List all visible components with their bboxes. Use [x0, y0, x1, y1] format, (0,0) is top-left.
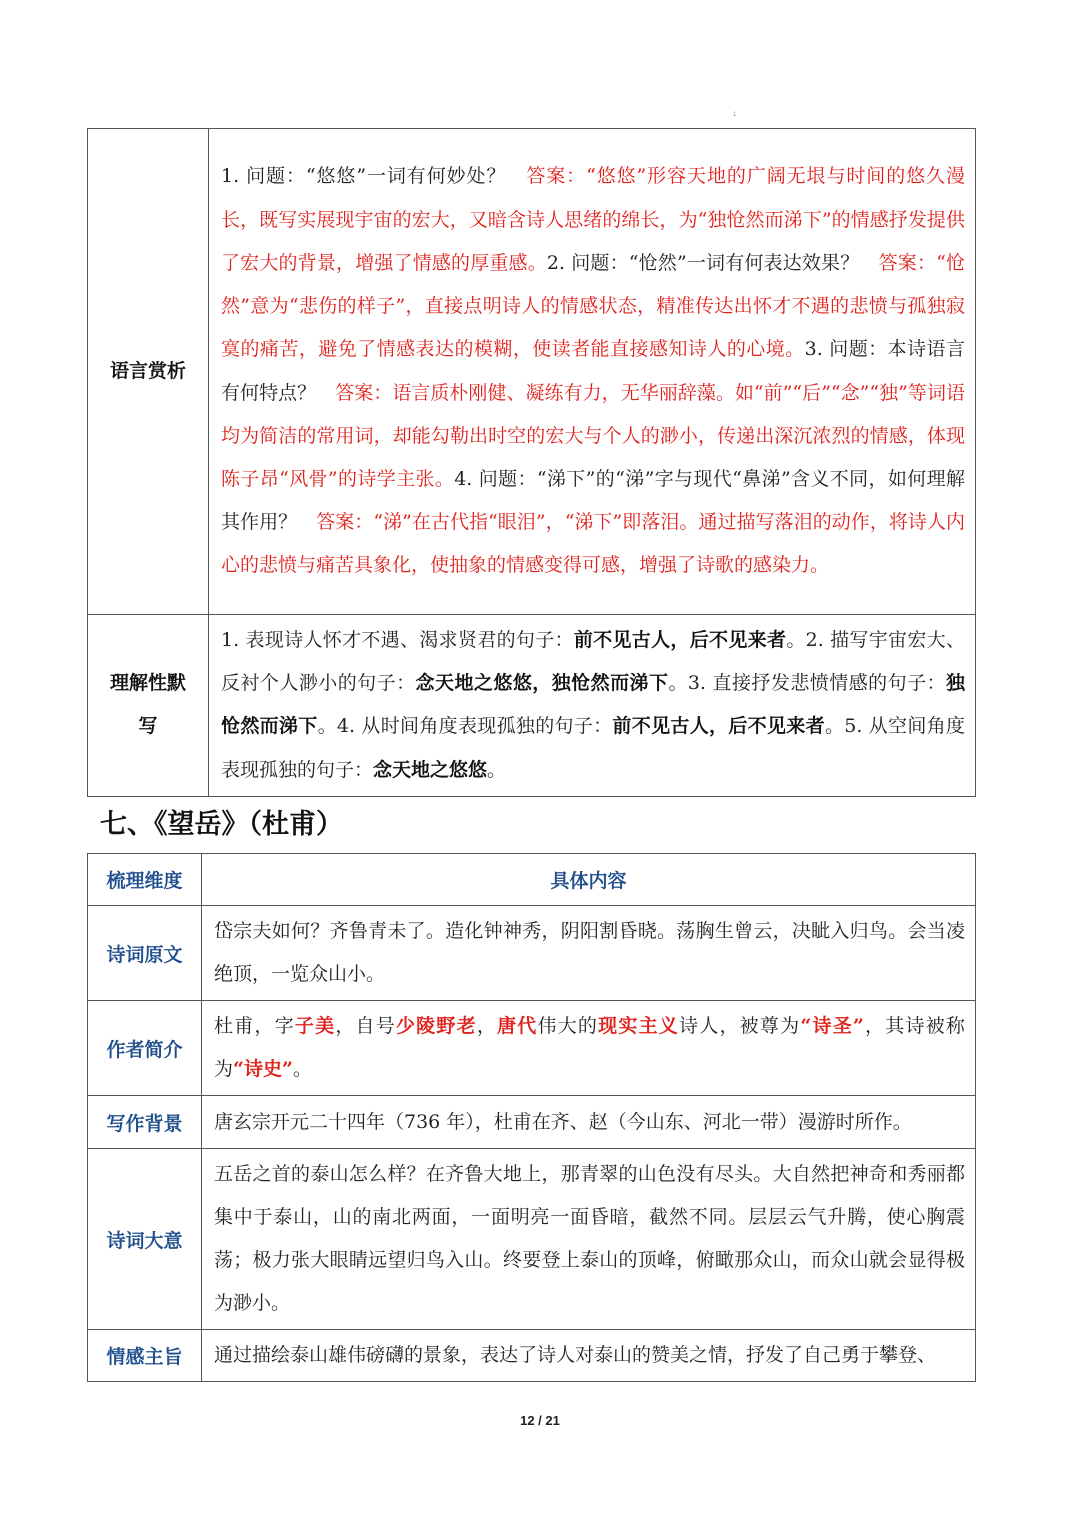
section-title: 七、《望岳》（杜甫）	[100, 809, 343, 840]
bold-answer: 念天地之悠悠，独怆然而涕下	[415, 672, 669, 695]
highlight-text: “诗圣”	[800, 1015, 864, 1037]
text-run: 4. 问题：“涕下”的“涕”字与现代“鼻涕”含义不同，如何理解其作用？	[221, 467, 965, 534]
row-label: 诗词原文	[88, 906, 202, 1001]
highlight-text: 子美	[294, 1015, 336, 1037]
text-run: 五岳之首的泰山怎么样？在齐鲁大地上，那青翠的山色没有尽头。大自然把神奇和秀丽都集中于泰山，山的南北两面，一面明亮一面昏暗，截然不同。层层云气升腾，使心胸震荡；极力张大眼睛远望归鸟入山。终要登上泰山的顶峰，俯瞰那众山，而众山就会显得极为渺小。	[214, 1163, 965, 1314]
text-run: 通过描绘泰山雄伟磅礴的景象，表达了诗人对泰山的赞美之情，抒发了自己勇于攀登、	[214, 1344, 937, 1366]
poem-table	[87, 853, 976, 1382]
text-run: 2. 问题：“怆然”一词有何表达效果？	[546, 251, 879, 274]
text-run: 。2. 描写宇宙宏大、反衬个人渺小的句子：	[221, 629, 965, 695]
answer-text: 答案：“悠悠”形容天地的广阔无垠与时间的悠久漫长，既写实展现宇宙的宏大，又暗含诗人思绪的绵长，为“独怆然而涕下”的情感抒发提供了宏大的背景，增强了情感的厚重感。	[221, 165, 965, 274]
row-content	[202, 906, 976, 1001]
answer-text: 答案：语言质朴刚健、凝练有力，无华丽辞藻。如“前”“后”“念”“独”等词语均为简洁的常用词，却能勾勒出时空的宏大与个人的渺小，传递出深沉浓烈的情感，体现陈子昂“风骨”的诗学主张。	[221, 381, 965, 490]
bold-answer: 前不见古人，后不见来者	[612, 715, 825, 738]
row-label: 语言赏析	[88, 129, 209, 615]
row-content	[209, 615, 976, 797]
text-run: 杜甫，字	[214, 1015, 295, 1037]
table-row	[88, 1001, 976, 1096]
text-run: 岱宗夫如何？齐鲁青未了。造化钟神秀，阴阳割昏晓。荡胸生曾云，决眦入归鸟。会当凌绝顶，一览众山小。	[214, 920, 965, 985]
row-label: 作者简介	[88, 1001, 202, 1096]
header-dimension: 梳理维度	[88, 854, 202, 906]
highlight-text: 现实主义	[598, 1015, 680, 1037]
page-mark: 1	[733, 112, 737, 118]
row-label	[88, 615, 209, 797]
text-run: 1. 表现诗人怀才不遇、渴求贤君的句子：	[221, 629, 574, 651]
text-run: 。	[487, 758, 507, 781]
text-run: 伟大的	[537, 1015, 599, 1037]
text-run: ，	[476, 1015, 498, 1037]
text-run: 唐玄宗开元二十四年（736 年），杜甫在齐、赵（今山东、河北一带）漫游时所作。	[214, 1110, 912, 1133]
text-run: ，自号	[335, 1015, 396, 1037]
row-content	[202, 1149, 976, 1330]
answer-text: 答案：“涕”在古代指“眼泪”，“涕下”即落泪。通过描写落泪的动作，将诗人内心的悲愤与痛苦具象化，使抽象的情感变得可感，增强了诗歌的感染力。	[221, 511, 965, 577]
bold-answer: 前不见古人，后不见来者	[573, 629, 787, 651]
text-run: 。	[292, 1058, 312, 1080]
row-label: 情感主旨	[88, 1330, 202, 1382]
answer-text: 答案：“怆然”意为“悲伤的样子”，直接点明诗人的情感状态，精准传达出怀才不遇的悲愤与孤独寂寞的痛苦，避免了情感表达的模糊，使读者能直接感知诗人的心境。	[221, 251, 965, 361]
table-row	[88, 906, 976, 1001]
text-run: ，其诗被称为	[214, 1015, 965, 1080]
row-content	[209, 129, 976, 615]
text-run: 。3. 直接抒发悲愤情感的句子：	[668, 672, 946, 695]
text-run: 诗人，被尊为	[679, 1015, 801, 1037]
table-row	[88, 1096, 976, 1149]
page-number: 12 / 21	[520, 1413, 560, 1428]
analysis-table	[87, 128, 976, 797]
text-run: 1. 问题：“悠悠”一词有何妙处？	[221, 165, 527, 188]
row-content	[202, 1096, 976, 1149]
table-row	[88, 1149, 976, 1330]
row-label: 诗词大意	[88, 1149, 202, 1330]
table-header-row	[88, 854, 976, 906]
table-row	[88, 615, 976, 797]
text-run: 。4. 从时间角度表现孤独的句子：	[317, 715, 613, 738]
text-run: 3. 问题：本诗语言有何特点？	[221, 338, 965, 404]
row-content	[202, 1330, 976, 1382]
row-content	[202, 1001, 976, 1096]
bold-answer: 独怆然而涕下	[221, 672, 965, 738]
bold-answer: 念天地之悠悠	[373, 758, 488, 781]
highlight-text: 少陵野老	[395, 1015, 477, 1037]
highlight-text: 唐代	[497, 1015, 538, 1037]
table-row	[88, 129, 976, 615]
table-row	[88, 1330, 976, 1382]
header-content: 具体内容	[202, 854, 976, 906]
highlight-text: “诗史”	[233, 1058, 293, 1080]
row-label-text: 理解性默写	[109, 673, 186, 738]
row-label: 写作背景	[88, 1096, 202, 1149]
text-run: 。5. 从空间角度表现孤独的句子：	[221, 715, 965, 781]
